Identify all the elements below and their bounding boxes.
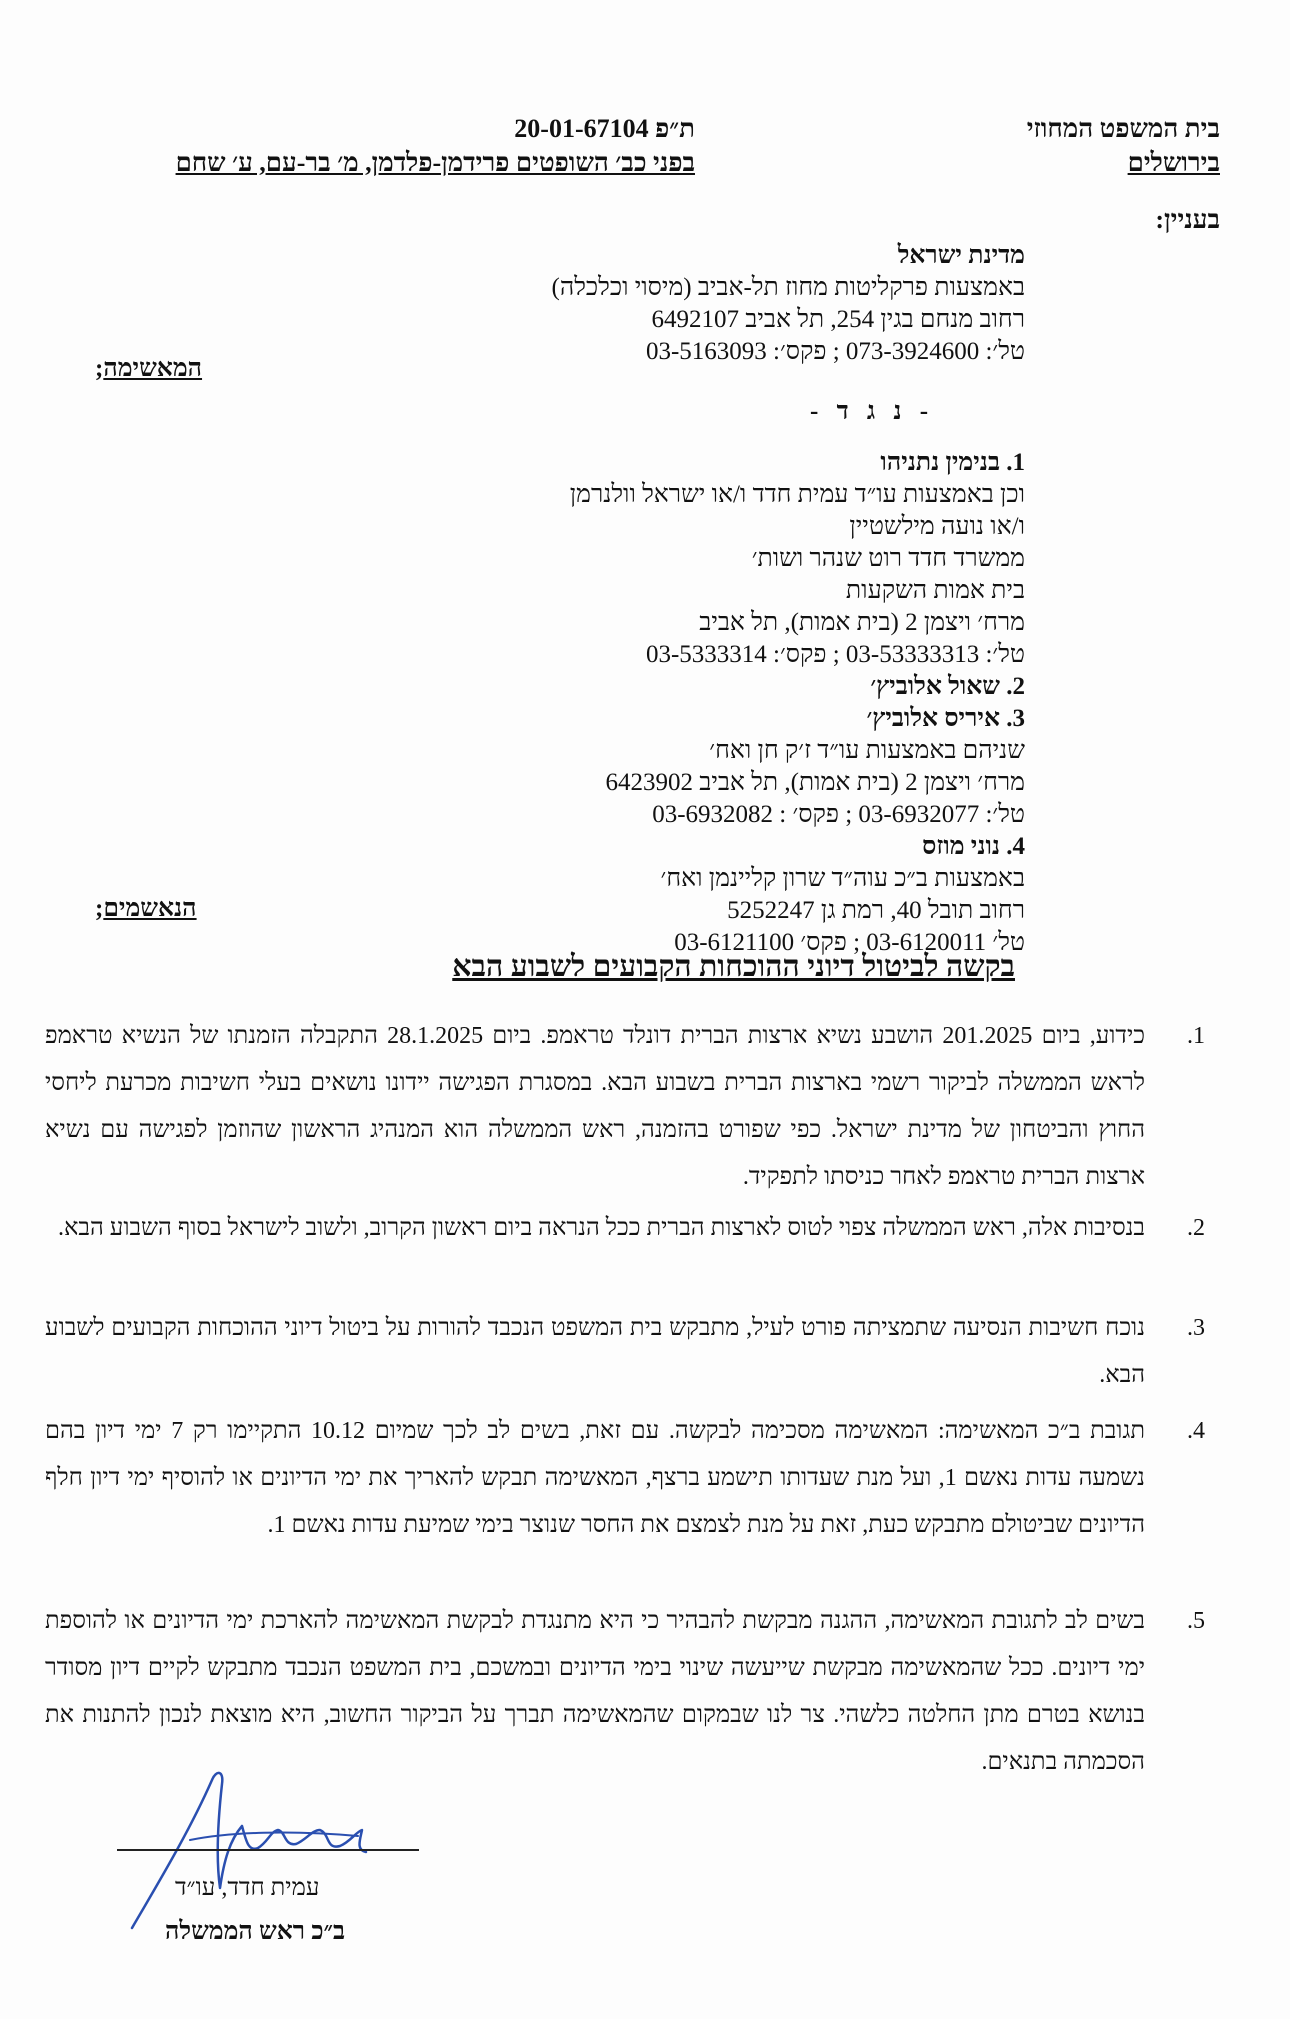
paragraph-number: 2.	[1187, 1215, 1205, 1241]
defendant-2-name: 2. שאול אלוביץ׳	[870, 673, 1025, 700]
signatory-name: עמית חדד, עו״ד	[175, 1875, 320, 1901]
defendant-1-line: מרח׳ ויצמן 2 (בית אמות), תל אביב	[699, 609, 1025, 636]
paragraph	[45, 1408, 1205, 1549]
defendant-4-name: 4. נוני מוזס	[922, 833, 1025, 860]
defendant-1-line: ממשרד חדד רוט שנהר ושות׳	[751, 545, 1025, 572]
defendant-1-phone: טל׳: 03-53333313 ; פקס׳: 03-5333314	[645, 641, 1025, 668]
defendant-1-line: וכן באמצעות עו״ד עמית חדד ו/או ישראל וולנרמן	[569, 481, 1025, 508]
matter-label: בעניין:	[1155, 205, 1220, 234]
defendant-4-phone: טל׳ 03-6120011 ; פקס׳ 03-6121100	[674, 929, 1025, 956]
paragraph	[45, 1305, 1205, 1399]
defendant-1-line: ו/או נועה מילשטיין	[849, 513, 1025, 540]
defendants-role-label: הנאשמים	[103, 895, 197, 922]
paragraph-text: תגובת ב״כ המאשימה: המאשימה מסכימה לבקשה. עם זאת, בשים לב לכך שמיום 10.12 התקיימו רק 7 ימי דיון בהם נשמעה עדות נאשם 1, ועל מנת שעדותו תישמע ברצף, המאשימה תבקש להאריך את ימי הדיונים או להוסיף ימי דיון חלף הדיונים שביטולם מתבקש כעת, זאת על מנת לצמצם את החסר שנוצר בימי שמיעת עדות נאשם 1.	[45, 1418, 1145, 1538]
defendant-1-name: 1. בנימין נתניהו	[880, 449, 1025, 476]
defendant-4-line: רחוב תובל 40, רמת גן 5252247	[727, 897, 1025, 924]
paragraph	[45, 1205, 1205, 1252]
prosecution-phone: טל׳: 073-3924600 ; פקס׳: 03-5163093	[645, 338, 1025, 365]
paragraph-number: 1.	[1187, 1023, 1205, 1049]
defendant-23-phone: טל׳: 03-6932077 ; פקס׳ : 03-6932082	[652, 801, 1025, 828]
court-name: בית המשפט המחוזי	[1026, 114, 1220, 143]
paragraph	[45, 1598, 1205, 1786]
defendant-1-line: בית אמות השקעות	[845, 577, 1025, 604]
paragraph-text: בנסיבות אלה, ראש הממשלה צפוי לטוס לארצות הברית ככל הנראה ביום ראשון הקרוב, ולשוב לישראל בסוף השבוע הבא.	[57, 1215, 1145, 1241]
prosecution-address: רחוב מנחם בגין 254, תל אביב 6492107	[651, 306, 1025, 333]
defendants-role	[95, 895, 197, 923]
prosecution-via: באמצעות פרקליטות מחוז תל-אביב (מיסוי וכלכלה)	[551, 274, 1025, 301]
paragraph-text: נוכח חשיבות הנסיעה שתמציתה פורט לעיל, מתבקש בית המשפט הנכבד להורות על ביטול דיוני ההוכחות הקבועים לשבוע הבא.	[45, 1315, 1145, 1388]
prosecution-name: מדינת ישראל	[897, 242, 1025, 269]
paragraph-number: 5.	[1187, 1608, 1205, 1634]
case-number: ת״פ 20-01-67104	[514, 114, 695, 143]
paragraph-number: 3.	[1187, 1315, 1205, 1341]
court-header	[1027, 112, 1220, 180]
prosecution-role-label: המאשימה	[103, 355, 203, 382]
paragraph	[45, 1013, 1205, 1201]
versus-label: - נ ג ד -	[810, 398, 935, 425]
defendant-4-line: באמצעות ב״כ עוה״ד שרון קליינמן ואח׳	[660, 865, 1025, 892]
judges-panel: בפני כב׳ השופטים פרידמן-פלדמן, מ׳ בר-עם, ע׳ שחם	[175, 148, 695, 177]
paragraph-number: 4.	[1187, 1418, 1205, 1444]
prosecution-role-suffix: ;	[95, 355, 104, 382]
prosecution-block	[305, 240, 1025, 368]
document-title: בקשה לביטול דיוני ההוכחות הקבועים לשבוע הבא	[452, 950, 1015, 983]
defendant-3-name: 3. איריס אלוביץ׳	[866, 705, 1025, 732]
paragraph-text: כידוע, ביום 201.2025 הושבע נשיא ארצות הברית דונלד טראמפ. ביום 28.1.2025 התקבלה הזמנתו של הנשיא טראמפ לראש הממשלה לביקור רשמי בארצות הברית בשבוע הבא. במסגרת הפגישה יידונו נושאים בעלי חשיבות מכרעת ליחסי החוץ והביטחון של מדינת ישראל. כפי שפורט בהזמנה, ראש הממשלה הוא המנהיג הראשון שהוזמן לפגישה עם נשיא ארצות הברית טראמפ לאחר כניסתו לתפקיד.	[45, 1023, 1146, 1190]
defendants-block	[305, 447, 1025, 959]
signatory-role: ב״כ ראש הממשלה	[165, 1918, 346, 1945]
paragraph-text: בשים לב לתגובת המאשימה, ההגנה מבקשת להבהיר כי היא מתנגדת לבקשת המאשימה להארכת ימי הדיונים או להוספת ימי דיונים. ככל שהמאשימה מבקשת שייעשה שינוי בימי הדיונים ובמשכם, בית המשפט הנכבד מתבקש לקיים דיון מסודר בנושא בטרם מתן החלטה כלשהי. צר לנו שבמקום שהמאשימה תברך על הביקור החשוב, היא מוצאת לנכון להתנות את הסכמתה בתנאים.	[45, 1608, 1145, 1775]
prosecution-role	[95, 355, 202, 383]
signature-line	[117, 1849, 419, 1851]
defendants-role-suffix: ;	[95, 895, 104, 922]
court-city: בירושלים	[1127, 148, 1220, 177]
defendant-23-line: מרח׳ ויצמן 2 (בית אמות), תל אביב 6423902	[605, 769, 1025, 796]
case-header	[95, 112, 695, 180]
defendant-23-line: שניהם באמצעות עו״ד ז׳ק חן ואח׳	[709, 737, 1025, 764]
